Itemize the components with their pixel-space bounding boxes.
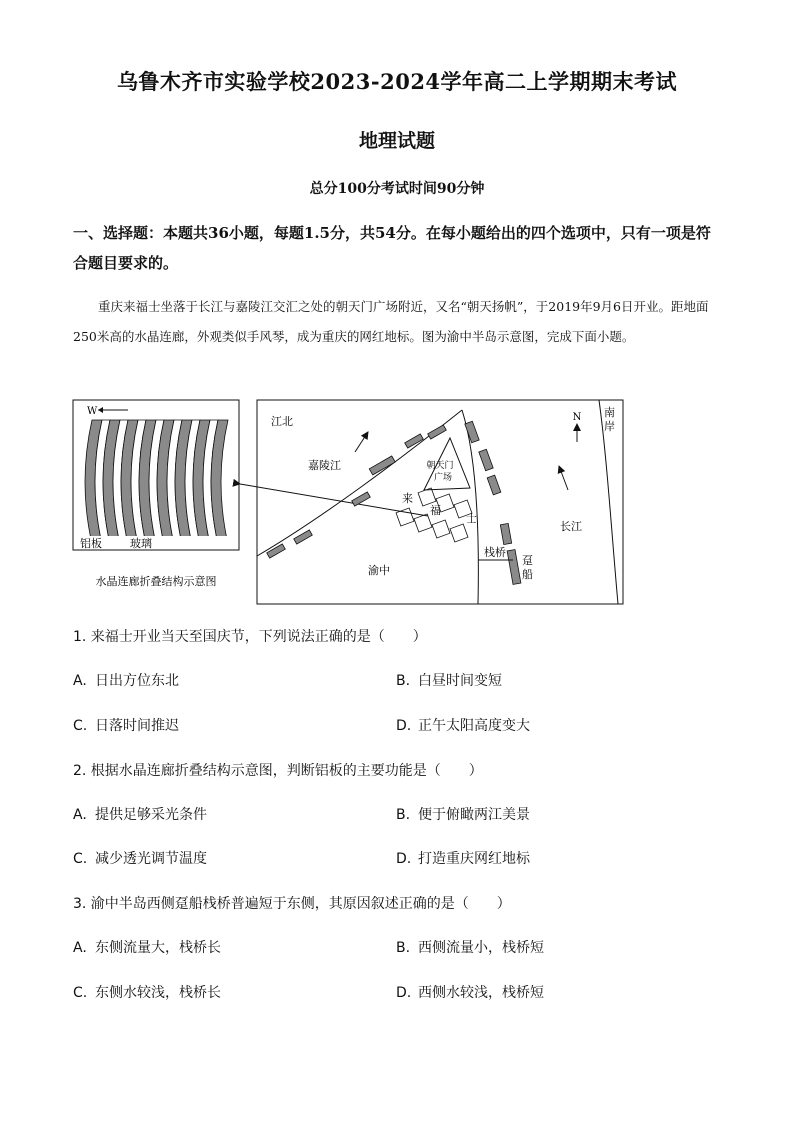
question-2-option-c[interactable] [73, 848, 207, 868]
option-text: 便于俯瞰两江美景 [418, 807, 530, 823]
question-1-option-a[interactable] [73, 670, 179, 690]
folding-structure-diagram [73, 400, 239, 588]
label-nan: 南 [604, 406, 615, 419]
pointer-arrow [240, 484, 428, 516]
section-heading: 一、选择题：本题共36小题，每题1.5分，共54分。在每小题给出的四个选项中，只有一项是符合题目要求的。 [73, 224, 711, 272]
question-3-option-b[interactable] [396, 937, 544, 957]
label-zhanqiao: 栈桥 [484, 546, 506, 559]
intro-paragraph: 重庆来福士坐落于长江与嘉陵江交汇之处的朝天门广场附近，又名“朝天扬帆”，于2019年9月6日开业。距地面250米高的水晶连廊，外观类似手风琴，成为重庆的网红地标。图为渝中半岛示意图，完成下面小题。 [73, 299, 709, 344]
option-text: 白昼时间变短 [418, 673, 502, 689]
label-shi: 士 [466, 512, 477, 525]
exam-title: 乌鲁木齐市实验学校2023-2024学年高二上学期期末考试 [116, 69, 678, 94]
exam-meta: 总分100分考试时间90分钟 [309, 181, 485, 197]
yuzhong-peninsula-map [240, 400, 623, 604]
option-letter: A. [73, 807, 87, 823]
label-changjiang: 长江 [560, 520, 582, 533]
folding-panels [85, 420, 228, 544]
jialingjiang-flow-arrow [355, 432, 368, 452]
option-text: 提供足够采光条件 [95, 807, 207, 823]
option-letter: D. [396, 985, 412, 1001]
option-letter: B. [396, 940, 411, 956]
option-letter: A. [73, 940, 87, 956]
changjiang-flow-arrow [559, 466, 568, 490]
option-letter: C. [73, 851, 88, 867]
option-letter: B. [396, 807, 411, 823]
question-3-option-a[interactable] [73, 937, 221, 957]
option-text: 减少透光调节温度 [95, 851, 207, 867]
option-letter: A. [73, 673, 87, 689]
option-text: 打造重庆网红地标 [418, 851, 530, 867]
exam-subtitle: 地理试题 [358, 130, 435, 152]
option-text: 西侧流量小，栈桥短 [418, 940, 544, 956]
north-label: N [572, 412, 582, 423]
west-direction-label: W [87, 406, 98, 417]
label-fu: 福 [430, 504, 441, 517]
label-jialingjiang: 嘉陵江 [308, 459, 341, 472]
option-text: 东侧流量大，栈桥长 [95, 940, 221, 956]
question-1-option-d[interactable] [396, 715, 530, 735]
question-1-option-c[interactable] [73, 715, 179, 735]
question-2-stem: 2. 根据水晶连廊折叠结构示意图，判断铝板的主要功能是（ ） [73, 763, 483, 779]
option-text: 日落时间推迟 [95, 718, 179, 734]
label-chaotianmen-line2: 广场 [433, 473, 453, 483]
option-letter: C. [73, 985, 88, 1001]
label-lai: 来 [402, 492, 413, 505]
left-panel-caption: 水晶连廊折叠结构示意图 [95, 575, 217, 588]
question-3-option-c[interactable] [73, 982, 221, 1002]
label-chaotianmen-line1: 朝天门 [426, 461, 454, 471]
option-letter: D. [396, 851, 412, 867]
label-aluminum: 铝板 [80, 537, 102, 550]
question-3-option-d[interactable] [396, 982, 544, 1002]
option-letter: D. [396, 718, 412, 734]
question-1-option-b[interactable] [396, 670, 502, 690]
label-glass: 玻璃 [130, 537, 152, 550]
figure [72, 398, 624, 606]
question-1-stem: 1. 来福士开业当天至国庆节，下列说法正确的是（ ） [73, 629, 427, 645]
option-text: 日出方位东北 [95, 673, 179, 689]
label-jiangbei: 江北 [271, 415, 293, 428]
question-2-option-b[interactable] [396, 804, 530, 824]
question-2-option-d[interactable] [396, 848, 530, 868]
option-text: 正午太阳高度变大 [418, 718, 530, 734]
label-chuan: 船 [522, 568, 533, 581]
label-an: 岸 [604, 420, 615, 433]
option-text: 东侧水较浅，栈桥长 [95, 985, 221, 1001]
label-yuzhong: 渝中 [368, 564, 390, 577]
option-text: 西侧水较浅，栈桥短 [418, 985, 544, 1001]
question-2-option-a[interactable] [73, 804, 207, 824]
question-3-stem: 3. 渝中半岛西侧趸船栈桥普遍短于东侧，其原因叙述正确的是（ ） [73, 896, 511, 912]
option-letter: C. [73, 718, 88, 734]
label-dun: 趸 [522, 554, 533, 567]
option-letter: B. [396, 673, 411, 689]
